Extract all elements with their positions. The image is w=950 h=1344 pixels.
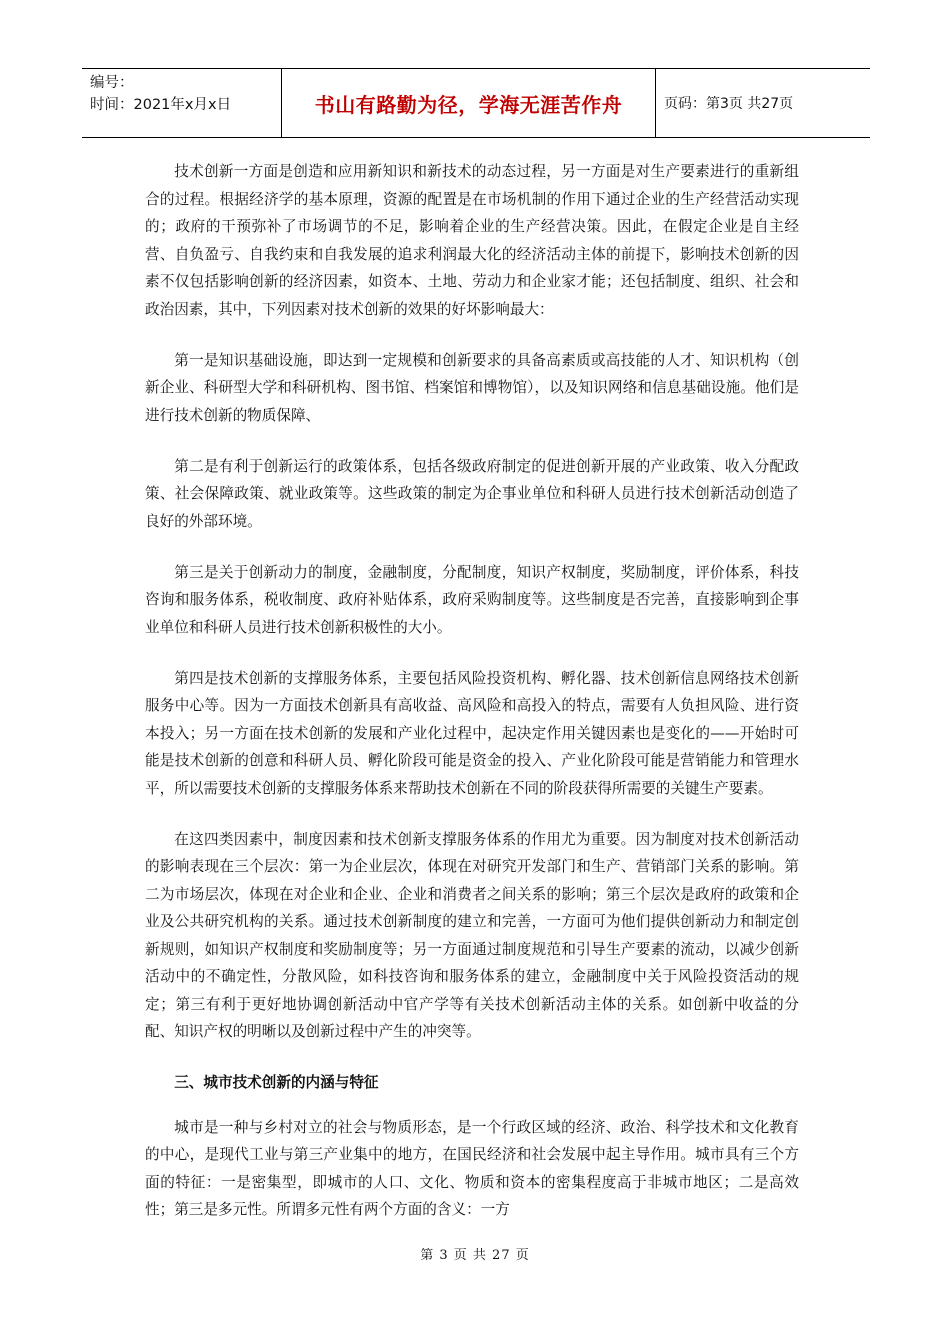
- body-paragraph: 第三是关于创新动力的制度，金融制度，分配制度，知识产权制度，奖励制度，评价体系，科技咨询和服务体系，税收制度、政府补贴体系，政府采购制度等。这些制度是否完善，直接影响到企事业单位和科研人员进行技术创新积极性的大小。: [145, 563, 799, 636]
- document-date-label: 时间：2021年x月x日: [90, 97, 232, 113]
- document-body: [145, 158, 799, 1247]
- document-header: [82, 68, 870, 138]
- page-footer: 第 3 页 共 27 页: [420, 1248, 530, 1263]
- body-paragraph: 技术创新一方面是创造和应用新知识和新技术的动态过程，另一方面是对生产要素进行的重新组合的过程。根据经济学的基本原理，资源的配置是在市场机制的作用下通过企业的生产经营活动实现的；政府的干预弥补了市场调节的不足，影响着企业的生产经营决策。因此，在假定企业是自主经营、自负盈亏、自我约束和自我发展的追求利润最大化的经济活动主体的前提下，影响技术创新的因素不仅包括影响创新的经济因素，如资本、土地、劳动力和企业家才能；还包括制度、组织、社会和政治因素，其中，下列因素对技术创新的效果的好坏影响最大：: [145, 163, 799, 318]
- header-page-info: 页码：第3页 共27页: [664, 96, 794, 112]
- body-paragraph: 城市是一种与乡村对立的社会与物质形态，是一个行政区域的经济、政治、科学技术和文化教育的中心，是现代工业与第三产业集中的地方，在国民经济和社会发展中起主导作用。城市具有三个方面的特征：一是密集型，即城市的人口、文化、物质和资本的密集程度高于非城市地区；二是高效性；第三是多元性。所谓多元性有两个方面的含义：一方: [145, 1118, 799, 1218]
- header-meta-cell: [82, 69, 282, 137]
- body-paragraph: 在这四类因素中，制度因素和技术创新支撑服务体系的作用尤为重要。因为制度对技术创新活动的影响表现在三个层次：第一为企业层次，体现在对研究开发部门和生产、营销部门关系的影响。第二为市场层次，体现在对企业和企业、企业和消费者之间关系的影响；第三个层次是政府的政策和企业及公共研究机构的关系。通过技术创新制度的建立和完善，一方面可为他们提供创新动力和制定创新规则，如知识产权制度和奖励制度等；另一方面通过制度规范和引导生产要素的流动，以减少创新活动中的不确定性，分散风险，如科技咨询和服务体系的建立，金融制度中关于风险投资活动的规定；第三有利于更好地协调创新活动中官产学等有关技术创新活动主体的关系。如创新中收益的分配、知识产权的明晰以及创新过程中产生的冲突等。: [145, 830, 799, 1040]
- header-motto: 书山有路勤为径，学海无涯苦作舟: [282, 69, 656, 137]
- document-number-label: 编号：: [90, 75, 134, 91]
- section-heading: 三、城市技术创新的内涵与特征: [174, 1074, 379, 1091]
- body-paragraph: 第二是有利于创新运行的政策体系，包括各级政府制定的促进创新开展的产业政策、收入分配政策、社会保障政策、就业政策等。这些政策的制定为企事业单位和科研人员进行技术创新活动创造了良好的外部环境。: [145, 457, 799, 530]
- body-paragraph: 第四是技术创新的支撑服务体系，主要包括风险投资机构、孵化器、技术创新信息网络技术创新服务中心等。因为一方面技术创新具有高收益、高风险和高投入的特点，需要有人负担风险、进行资本投入；另一方面在技术创新的发展和产业化过程中，起决定作用关键因素也是变化的——开始时可能是技术创新的创意和科研人员、孵化阶段可能是资金的投入、产业化阶段可能是营销能力和管理水平，所以需要技术创新的支撑服务体系来帮助技术创新在不同的阶段获得所需要的关键生产要素。: [145, 669, 799, 797]
- body-paragraph: 第一是知识基础设施，即达到一定规模和创新要求的具备高素质或高技能的人才、知识机构（创新企业、科研型大学和科研机构、图书馆、档案馆和博物馆），以及知识网络和信息基础设施。他们是进行技术创新的物质保障、: [145, 351, 799, 424]
